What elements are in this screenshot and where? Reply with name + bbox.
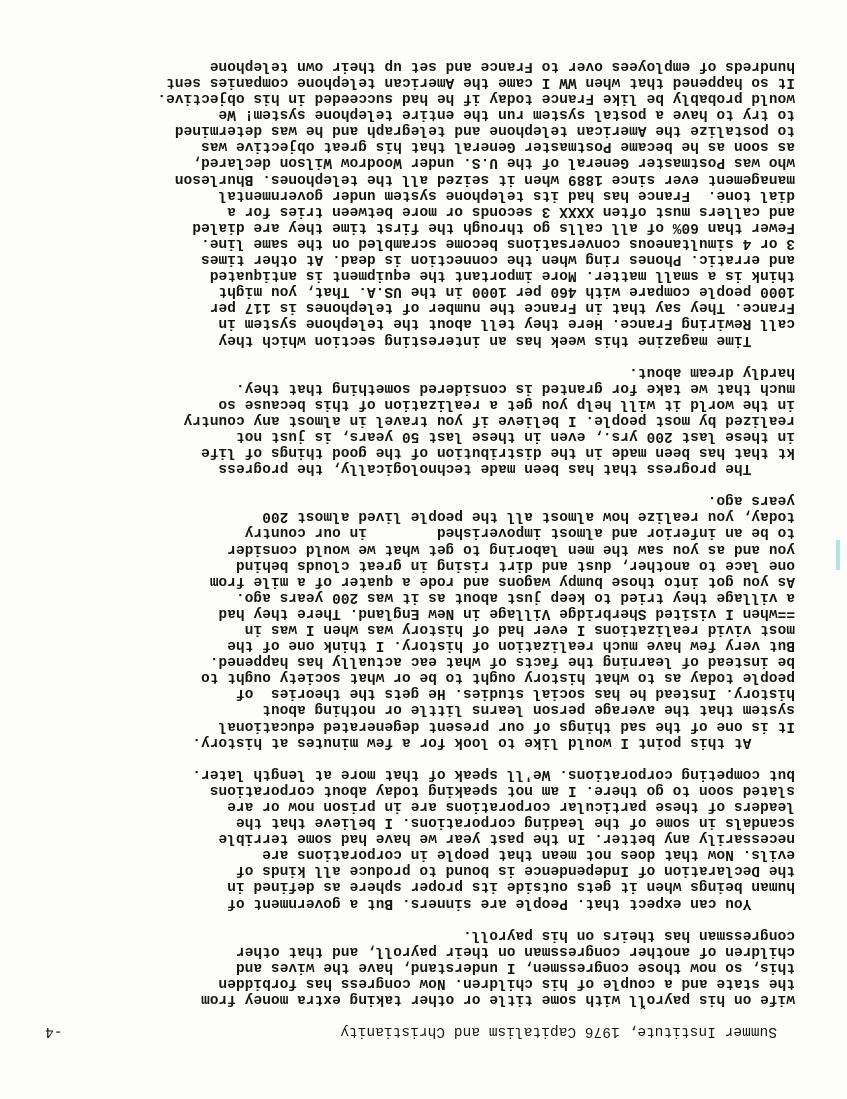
text-line: and erratic. Phones ring when the connection is dead. At other times [200, 251, 795, 268]
text-line: slated soon to go there. I am not speaking today about corporations [209, 781, 795, 798]
paragraph-gap [45, 348, 795, 364]
text-line: realized by most people. I believe if you travel in almost any country [183, 411, 795, 428]
paragraph [45, 364, 795, 477]
header-gap [45, 1007, 795, 1023]
text-line: congressman has theirs on his payroll. [463, 926, 795, 943]
text-line: and callers must often XXXX 3 seconds or more between tries for a [227, 202, 795, 219]
header-title: Summer Institute, 1976 Capitalism and Christianity [340, 1023, 777, 1039]
margin-highlight-mark [836, 540, 840, 570]
text-line: in these last 200 yrs., even in these last 50 years, is just not [235, 428, 795, 444]
text-line: think is a small matter. More important the equipment is antiquated [209, 267, 795, 284]
page-header [45, 1023, 777, 1039]
paragraph [45, 766, 795, 911]
paragraph-gap [45, 750, 795, 766]
text-line: hardly dream about. [629, 363, 795, 380]
text-line: 3 or 4 simultaneous conversations become scrambled on the same line. [200, 234, 795, 251]
text-line: Time magazine this week has an interesting section which they [218, 331, 795, 348]
text-line: But very few have much realization of history. I think one of the [227, 637, 795, 654]
paragraph [45, 58, 795, 348]
text-line: to be an inferior and almost impoverished in our country [244, 524, 795, 541]
text-line: the Declaration of Independence is bound to produce all kinds of [235, 862, 795, 879]
text-line: kt that has been made in the distribution of the good things of life [200, 444, 795, 461]
text-line: It is one of the sad things of our present degenerated educational [218, 717, 795, 734]
page-number: -4 [45, 1023, 63, 1039]
body-text [45, 58, 795, 1007]
text-line: 1000 people compare with 460 per 1000 in the US.A. That, you might [218, 283, 795, 300]
text-line: a village they tried to keep just about as it was 200 years ago. [235, 588, 795, 605]
text-line: to try to have a postal system run the entire telephone system! We [218, 106, 795, 123]
text-line: evils. Now that does not mean that people in corporations are [262, 846, 795, 863]
text-line: system that the average person learns little or nothing about [262, 701, 795, 718]
text-line: years ago. [707, 492, 795, 509]
text-line: much that we take for granted is considered something that they. [235, 379, 795, 396]
text-line: the state and a couple of his children. Now congress has forbidden [218, 974, 795, 991]
text-line: today, you realize how almost all the people lived almost 200 [262, 508, 795, 525]
text-line: wife on his payrol̆l with some title or other taking extra money from [200, 991, 795, 1007]
text-line: in the world it will help you get a realization of this because so [218, 395, 795, 412]
paragraph [45, 927, 795, 1007]
text-line: The progress that has been made technologically, the progress [218, 460, 795, 477]
text-line: as soon as he became Postmaster General that his great objective was [200, 138, 795, 155]
text-line: France. They say that in France the number of telephones is 117 per [209, 299, 795, 316]
text-line: At this point I would like to look for a few minutes at history. [192, 733, 795, 750]
text-line: to postalize the American telephone and telegraph and he was determined [174, 122, 795, 139]
text-line: would probably be like France today if he had succeeded in his objective. [157, 90, 795, 107]
text-line: scandals in some of the leading corporations. I believe that the [235, 814, 795, 831]
text-line: you and as you saw the men laboring to get what we would consider [227, 540, 795, 557]
text-line: You can expect that. People are sinners. But a government of [227, 894, 795, 911]
text-line: ==when I visited Sherbridge Village in New England. There they had [218, 604, 795, 621]
text-line: this, so now those congressmen, I understand, have the wives and [235, 958, 795, 975]
text-line: who was Postmaster General of the U.S. under Woodrow Wilson declared, [192, 154, 795, 171]
paragraph [45, 492, 795, 750]
text-line: be instead of learning the facts of what eac actually has happened. [209, 653, 795, 670]
text-line: most vivid realizations I ever had of history was when I was in [244, 621, 795, 638]
text-line: human beings when it gets outside its proper sphere as defined in [227, 878, 795, 895]
page-content [45, 58, 795, 1039]
paragraph-gap [45, 911, 795, 927]
text-line: necessarily any better. In the past year we have had some terrible [218, 830, 795, 847]
paragraph-gap [45, 476, 795, 492]
text-line: Fewer than 60% of all calls go through the first time they are dialed [192, 218, 795, 235]
text-line: history. Instead he has social studies. He gets the theories of [235, 685, 795, 702]
text-line: people today as to what history ought to be or what society ought to [200, 669, 795, 686]
text-line: children of another congressman on their payroll, and that other [235, 942, 795, 959]
text-line: call Rewiring France. Here they tell about the telephone system in [218, 315, 795, 332]
text-line: It so happened that when WW I came the American telephone companies sent [166, 74, 795, 91]
text-line: management ever since 1889 when it seized all the telephones. Bhurleson [174, 170, 795, 187]
text-line: As you got into those bumpy wagons and rode a quater of a mile from [209, 572, 795, 589]
text-line: hundreds of employees over to France and set up their own telephone [209, 57, 795, 74]
text-line: leaders of these particular corporations are in prison now or are [227, 797, 795, 814]
text-line: one lace to another, dust and dirt rising in great clouds behind [235, 556, 795, 573]
text-line: but competing corporations. We'll speak of that more at length later. [192, 765, 795, 782]
text-line: dial tone. France has had its telephone system under governmental [218, 186, 795, 203]
